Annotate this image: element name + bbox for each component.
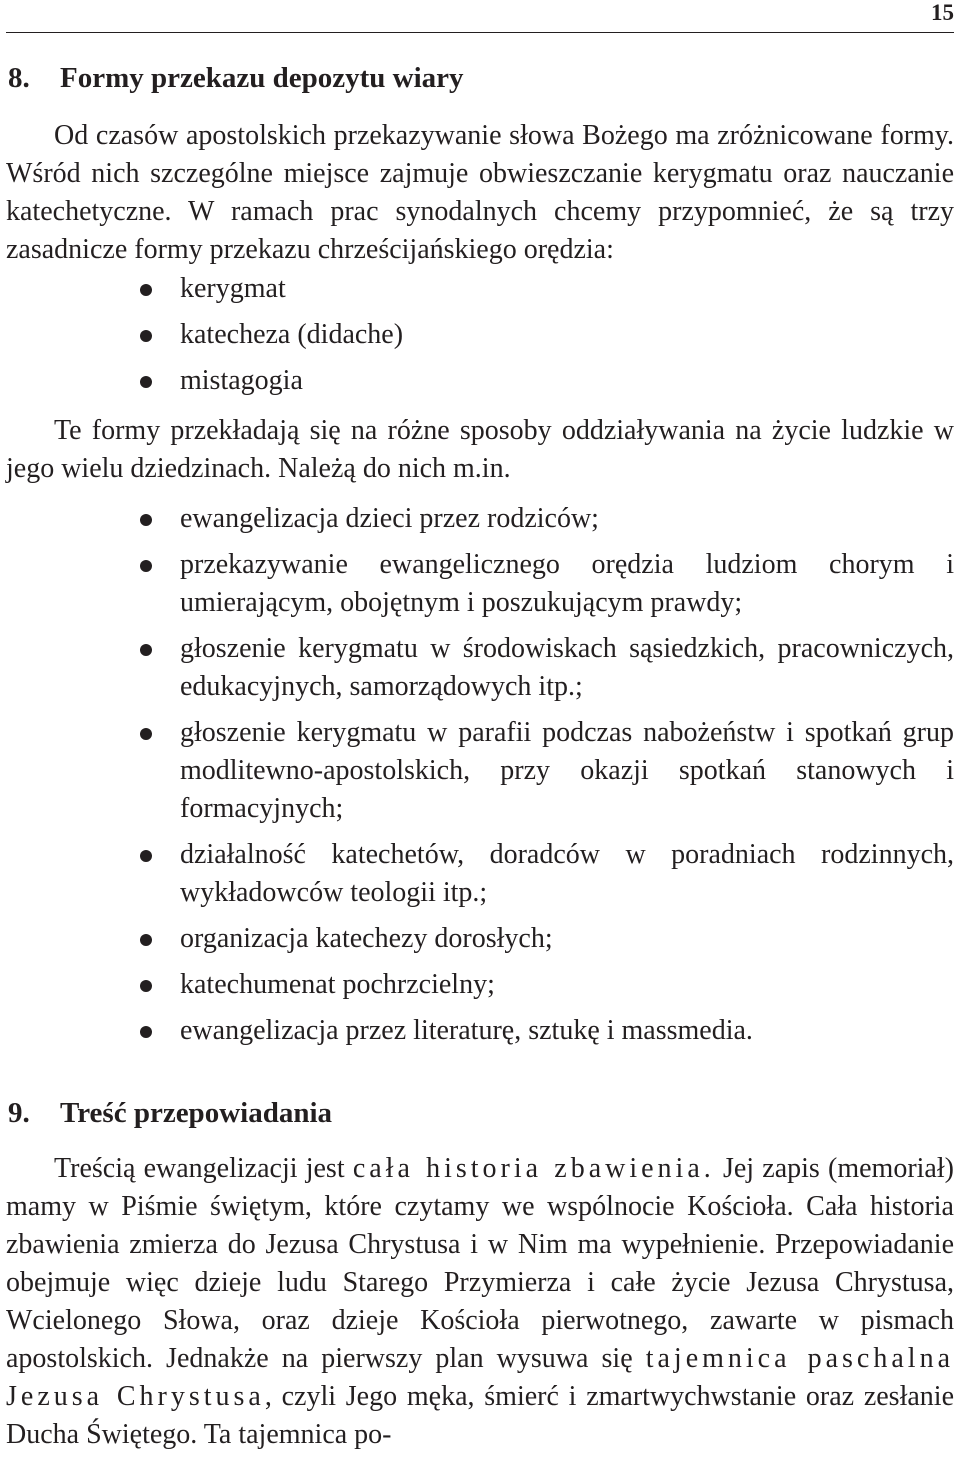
section-9-heading <box>8 1097 332 1130</box>
list-item <box>136 316 954 354</box>
list-item-text: ewangelizacja dzieci przez rodziców; <box>180 503 599 534</box>
list-item <box>136 270 954 308</box>
section-9-paragraph <box>6 1150 954 1454</box>
section-9-number: 9. <box>8 1097 30 1129</box>
bullet-icon <box>140 560 152 572</box>
section-8-intro <box>6 117 954 269</box>
bullet-icon <box>140 330 152 342</box>
list-item <box>136 920 954 958</box>
section-8-middle <box>6 412 954 488</box>
list-item <box>136 966 954 1004</box>
bullet-icon <box>140 980 152 992</box>
list-item-text: kerygmat <box>180 273 286 304</box>
list-item-text: działalność katechetów, doradców w poradniach rodzinnych, wykładowców teologii itp.; <box>180 839 954 908</box>
list-item-text: katecheza (didache) <box>180 319 404 350</box>
list-item-text: organizacja katechezy dorosłych; <box>180 923 553 954</box>
list-item-text: głoszenie kerygmatu w środowiskach sąsiedzkich, pracowniczych, edukacyjnych, samorządowych itp.; <box>180 633 954 702</box>
list-item-text: ewangelizacja przez literaturę, sztukę i massmedia. <box>180 1015 753 1046</box>
list-item <box>136 630 954 706</box>
paragraph-text: , czyli Jego męka, śmierć i zmartwychwstanie oraz zesłanie Ducha Świętego. Ta tajemnica po- <box>6 1381 954 1450</box>
paragraph-text: Treścią ewangelizacji jest <box>54 1153 353 1184</box>
list-item-text: przekazywanie ewangelicznego orędzia ludziom chorym i umierającym, obojętnym i poszukującym prawdy; <box>180 549 954 618</box>
emphasis-text: cała historia zbawienia. <box>352 1153 715 1184</box>
page-number: 15 <box>931 0 954 25</box>
emphasis-text: tajemnica paschalna Jezusa Chrystusa <box>6 1343 954 1412</box>
list-item <box>136 836 954 912</box>
section-8-heading <box>8 62 464 95</box>
list-item-text: głoszenie kerygmatu w parafii podczas nabożeństw i spotkań grup modlitewno-apostolskich, przy okazji spotkań stanowych i formacyjnych; <box>180 717 954 824</box>
bullet-icon <box>140 850 152 862</box>
list-item-text: katechumenat pochrzcielny; <box>180 969 495 1000</box>
bullet-icon <box>140 1026 152 1038</box>
list-item <box>136 546 954 622</box>
section-9-title: Treść przepowiadania <box>60 1097 333 1129</box>
forms-list <box>136 270 954 408</box>
bullet-icon <box>140 284 152 296</box>
bullet-icon <box>140 514 152 526</box>
section-8-intro-text: Od czasów apostolskich przekazywanie słowa Bożego ma zróżnicowane formy. Wśród nich szczególne miejsce zajmuje obwieszczanie kerygmatu oraz nauczanie katechetyczne. W ramach prac synodalnych chcemy przypomnieć, że są trzy zasadnicze formy przekazu chrześcijańskiego orędzia: <box>6 120 954 265</box>
paragraph-text: Jej zapis (memoriał) mamy w Piśmie świętym, które czytamy we wspólnocie Kościoła. Cała historia zbawienia zmierza do Jezusa Chrystusa i w Nim ma wypełnienie. Przepowiadanie obejmuje więc dzieje ludu Starego Przymierza i całe życie Jezusa Chrystusa, Wcielonego Słowa, oraz dzieje Kościoła pierwotnego, zawarte w pismach apostolskich. Jednakże na pierwszy plan wysuwa się <box>6 1153 954 1374</box>
bullet-icon <box>140 376 152 388</box>
section-8-number: 8. <box>8 62 30 94</box>
bullet-icon <box>140 728 152 740</box>
list-item <box>136 500 954 538</box>
header-rule <box>6 32 954 33</box>
ways-list <box>136 500 954 1058</box>
list-item <box>136 714 954 828</box>
bullet-icon <box>140 644 152 656</box>
list-item-text: mistagogia <box>180 365 303 396</box>
section-8-title: Formy przekazu depozytu wiary <box>60 62 464 94</box>
list-item <box>136 1012 954 1050</box>
section-8-middle-text: Te formy przekładają się na różne sposoby oddziaływania na życie ludzkie w jego wielu dziedzinach. Należą do nich m.in. <box>6 415 954 484</box>
bullet-icon <box>140 934 152 946</box>
list-item <box>136 362 954 400</box>
